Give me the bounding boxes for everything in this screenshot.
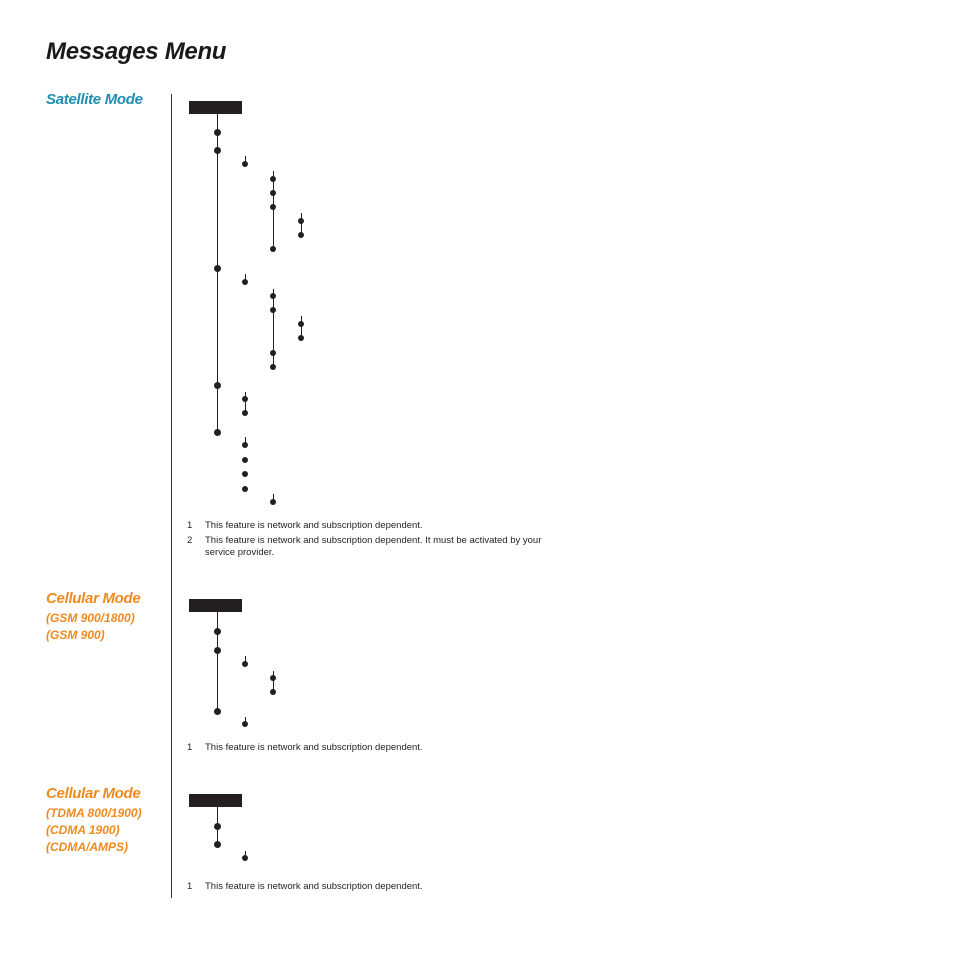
tree-node [214, 823, 221, 830]
tree-node [214, 129, 221, 136]
tree-subnode [270, 307, 276, 313]
footnote-number: 1 [187, 881, 193, 892]
menu-root-box [189, 101, 242, 114]
footnote-text: This feature is network and subscription dependent. It must be activated by your service provider. [205, 535, 542, 558]
footnote-text: This feature is network and subscription dependent. [205, 520, 423, 531]
tree-subnode [270, 499, 276, 505]
footnote [187, 742, 567, 756]
footnote-text: This feature is network and subscription dependent. [205, 742, 423, 753]
tree-node [214, 265, 221, 272]
tree-subnode [270, 204, 276, 210]
cellular-tdma-heading: Cellular Mode [46, 785, 141, 802]
tree-node [214, 841, 221, 848]
cellular-gsm-heading: Cellular Mode [46, 590, 141, 607]
menu-root-box [189, 794, 242, 807]
footnote-number: 2 [187, 535, 193, 546]
tree-subnode [270, 675, 276, 681]
page-title: Messages Menu [46, 38, 227, 65]
cellular-gsm-subtitle-2: (GSM 900) [46, 628, 105, 642]
tree-subnode [242, 161, 248, 167]
tree-node [214, 147, 221, 154]
tree-subnode [242, 855, 248, 861]
tree-node [214, 647, 221, 654]
footnote [187, 535, 567, 561]
tree-subnode [298, 218, 304, 224]
tree-subnode [270, 190, 276, 196]
tree-subnode [298, 232, 304, 238]
cellular-tdma-subtitle-1: (TDMA 800/1900) [46, 806, 142, 820]
tree-subnode [270, 293, 276, 299]
tree-subnode [270, 689, 276, 695]
tree-branch [273, 171, 274, 249]
tree-subnode [242, 721, 248, 727]
tree-subnode [242, 661, 248, 667]
footnote-text: This feature is network and subscription dependent. [205, 881, 423, 892]
footnote [187, 881, 567, 895]
satellite-mode-heading: Satellite Mode [46, 91, 143, 108]
column-divider [171, 94, 172, 898]
tree-node [214, 628, 221, 635]
menu-root-box [189, 599, 242, 612]
cellular-tdma-subtitle-2: (CDMA 1900) [46, 823, 120, 837]
tree-subnode [242, 486, 248, 492]
tree-subnode [298, 335, 304, 341]
tree-subnode [242, 457, 248, 463]
tree-subnode [270, 364, 276, 370]
tree-subnode [298, 321, 304, 327]
tree-subnode [270, 246, 276, 252]
tree-subnode [242, 396, 248, 402]
tree-subnode [270, 176, 276, 182]
tree-node [214, 708, 221, 715]
tree-node [214, 429, 221, 436]
tree-node [214, 382, 221, 389]
cellular-gsm-subtitle-1: (GSM 900/1800) [46, 611, 135, 625]
tree-subnode [242, 279, 248, 285]
tree-trunk [217, 612, 218, 711]
tree-subnode [242, 442, 248, 448]
footnote-number: 1 [187, 742, 193, 753]
footnote-number: 1 [187, 520, 193, 531]
cellular-tdma-subtitle-3: (CDMA/AMPS) [46, 840, 128, 854]
footnote [187, 520, 567, 534]
tree-subnode [242, 471, 248, 477]
tree-subnode [242, 410, 248, 416]
tree-branch [245, 392, 246, 412]
tree-subnode [270, 350, 276, 356]
